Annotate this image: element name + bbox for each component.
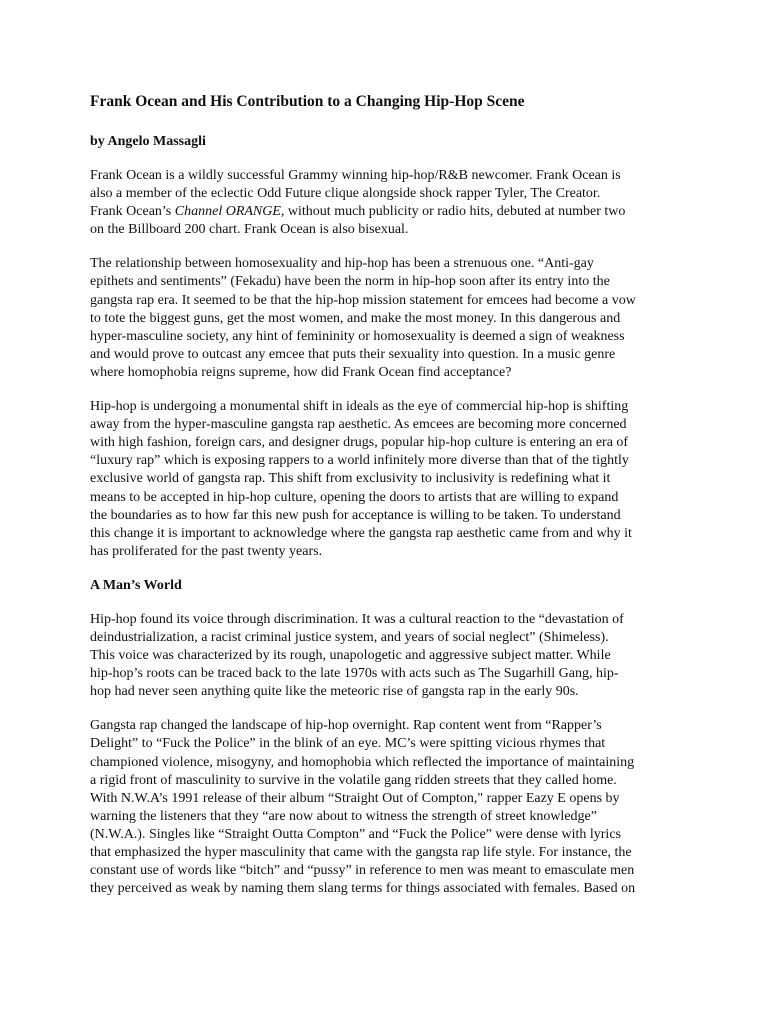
text-line: exclusive world of gangsta rap. This shift from exclusivity to inclusivity is redefining what it xyxy=(90,471,611,487)
text-line: the boundaries as to how far this new push for acceptance is willing to be taken. To understand xyxy=(90,507,621,523)
text-line: also a member of the eclectic Odd Future clique alongside shock rapper Tyler, The Creator. xyxy=(90,186,601,202)
text-line: and would prove to outcast any emcee that puts their sexuality into question. In a music genre xyxy=(90,346,616,362)
text-line: Gangsta rap changed the landscape of hip-hop overnight. Rap content went from “Rapper’s xyxy=(90,718,602,734)
author-byline: by Angelo Massagli xyxy=(90,134,206,149)
text-line: Hip-hop is undergoing a monumental shift in ideals as the eye of commercial hip-hop is shifting xyxy=(90,399,629,415)
text-line: The relationship between homosexuality and hip-hop has been a strenuous one. “Anti-gay xyxy=(90,256,594,272)
text-line: hop had never seen anything quite like the meteoric rise of gangsta rap in the early 90s. xyxy=(90,684,579,700)
paragraph-homophobia xyxy=(90,255,680,382)
text-line: This voice was characterized by its rough, unapologetic and aggressive subject matter. While xyxy=(90,648,611,664)
paragraph-origins xyxy=(90,611,680,701)
text-line: Frank Ocean’s Channel ORANGE, without much publicity or radio hits, debuted at number two xyxy=(90,204,626,220)
text-line: away from the hyper-masculine gangsta rap aesthetic. As emcees are becoming more concerned xyxy=(90,417,627,433)
text-line: hyper-masculine society, any hint of femininity or homosexuality is deemed a sign of weakness xyxy=(90,328,625,344)
text-line: warning the listeners that they “are now about to witness the strength of street knowledge” xyxy=(90,808,597,824)
text-line: epithets and sentiments” (Fekadu) have been the norm in hip-hop soon after its entry into the xyxy=(90,274,610,290)
text-line: deindustrialization, a racist criminal justice system, and years of social neglect” (Shimeless). xyxy=(90,629,609,645)
section-heading: A Man’s World xyxy=(90,577,182,593)
text-line: “luxury rap” which is exposing rappers to a world infinitely more diverse than that of the tightly xyxy=(90,453,629,469)
text-line: a rigid front of masculinity to survive in the volatile gang ridden streets that they called home. xyxy=(90,772,617,788)
text-line: hip-hop’s roots can be traced back to the late 1970s with acts such as The Sugarhill Gang, hip- xyxy=(90,666,619,682)
text-line: they perceived as weak by naming them slang terms for things associated with females. Based on xyxy=(90,881,636,897)
document-title: Frank Ocean and His Contribution to a Changing Hip-Hop Scene xyxy=(90,93,525,110)
text-line: Delight” to “Fuck the Police” in the blink of an eye. MC’s were spitting vicious rhymes that xyxy=(90,736,606,752)
text-line: has proliferated for the past twenty years. xyxy=(90,543,323,559)
text-line: to tote the biggest guns, get the most women, and make the most money. In this dangerous and xyxy=(90,310,621,326)
text-line: championed violence, misogyny, and homophobia which reflected the importance of maintaining xyxy=(90,754,635,770)
text-line: With N.W.A’s 1991 release of their album “Straight Out of Compton," rapper Eazy E opens by xyxy=(90,790,620,806)
paragraph-shift xyxy=(90,398,680,561)
text-line: with high fashion, foreign cars, and designer drugs, popular hip-hop culture is entering an era of xyxy=(90,435,629,451)
paragraph-intro xyxy=(90,167,680,239)
text-line: Frank Ocean is a wildly successful Grammy winning hip-hop/R&B newcomer. Frank Ocean is xyxy=(90,168,621,183)
paragraph-gangsta-rap xyxy=(90,717,680,898)
text-line: that emphasized the hyper masculinity that came with the gangsta rap life style. For instance, the xyxy=(90,845,632,860)
text-line: (N.W.A.). Singles like “Straight Outta Compton” and “Fuck the Police” were dense with lyrics xyxy=(90,826,621,842)
text-line: means to be accepted in hip-hop culture, opening the doors to artists that are willing to expand xyxy=(90,489,619,505)
text-line: on the Billboard 200 chart. Frank Ocean is also bisexual. xyxy=(90,222,409,238)
text-line: where homophobia reigns supreme, how did Frank Ocean find acceptance? xyxy=(90,364,512,380)
text-line: constant use of words like “bitch” and “pussy” in reference to men was meant to emasculate men xyxy=(90,863,635,879)
text-line: this change it is important to acknowledge where the gangsta rap aesthetic came from and why it xyxy=(90,525,632,541)
text-line: gangsta rap era. It seemed to be that the hip-hop mission statement for emcees had become a vow xyxy=(90,292,636,308)
album-title: Channel ORANGE xyxy=(174,204,281,220)
text-line: Hip-hop found its voice through discrimination. It was a cultural reaction to the “devastation of xyxy=(90,611,624,627)
document-page xyxy=(90,92,680,914)
